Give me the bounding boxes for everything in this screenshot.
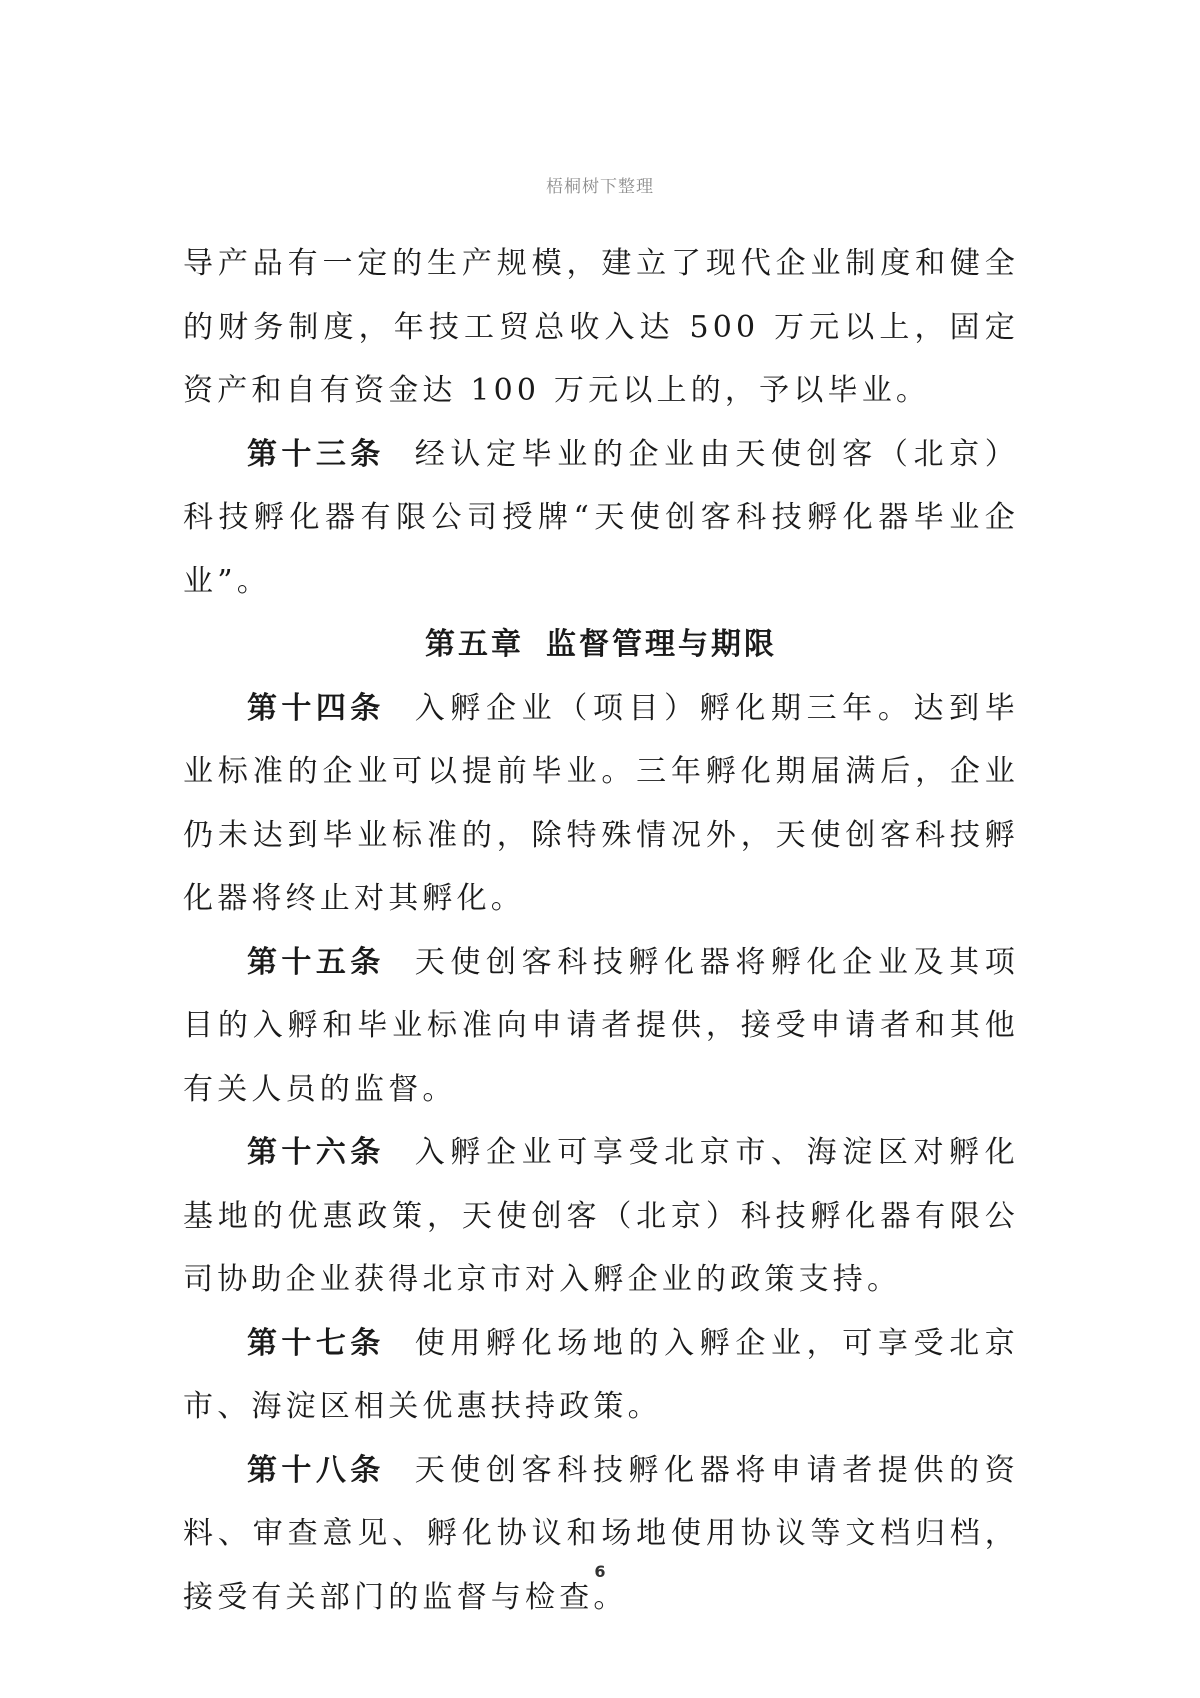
- article-18-body: 天使创客科技孵化器将申请者提供的资料、审查意见、孵化协议和场地使用协议等文档归档，接受有关部门的监督与检查。: [183, 1452, 1019, 1615]
- chapter-title: 监督管理与期限: [546, 627, 777, 662]
- document-body: [183, 232, 1019, 1629]
- article-16: [183, 1121, 1019, 1312]
- article-13-body: 经认定毕业的企业由天使创客（北京）科技孵化器有限公司授牌“天使创客科技孵化器毕业企业”。: [183, 436, 1019, 599]
- article-14-body: 入孵企业（项目）孵化期三年。达到毕业标准的企业可以提前毕业。三年孵化期届满后，企业仍未达到毕业标准的，除特殊情况外，天使创客科技孵化器将终止对其孵化。: [183, 690, 1019, 916]
- article-18: [183, 1439, 1019, 1630]
- article-14-title: 第十四条: [247, 690, 385, 726]
- article-15-body: 天使创客科技孵化器将孵化企业及其项目的入孵和毕业标准向申请者提供，接受申请者和其他有关人员的监督。: [183, 944, 1019, 1107]
- article-16-body: 入孵企业可享受北京市、海淀区对孵化基地的优惠政策，天使创客（北京）科技孵化器有限公司协助企业获得北京市对入孵企业的政策支持。: [183, 1135, 1019, 1297]
- article-17-title: 第十七条: [247, 1325, 385, 1361]
- article-15: [183, 931, 1019, 1122]
- page-number: 6: [594, 1562, 606, 1581]
- paragraph-continuation: 导产品有一定的生产规模，建立了现代企业制度和健全的财务制度，年技工贸总收入达 500 万元以上，固定资产和自有资金达 100 万元以上的，予以毕业。: [183, 246, 1019, 408]
- article-13-title: 第十三条: [247, 436, 385, 472]
- article-17-body: 使用孵化场地的入孵企业，可享受北京市、海淀区相关优惠扶持政策。: [183, 1325, 1019, 1424]
- chapter-number: 第五章: [425, 627, 524, 662]
- article-15-title: 第十五条: [247, 944, 385, 980]
- article-17: [183, 1312, 1019, 1439]
- article-16-title: 第十六条: [247, 1135, 385, 1170]
- article-14: [183, 677, 1019, 931]
- article-18-title: 第十八条: [247, 1452, 385, 1488]
- page-header: 梧桐树下整理: [546, 177, 654, 197]
- article-13: [183, 423, 1019, 614]
- chapter-heading: [183, 613, 1019, 677]
